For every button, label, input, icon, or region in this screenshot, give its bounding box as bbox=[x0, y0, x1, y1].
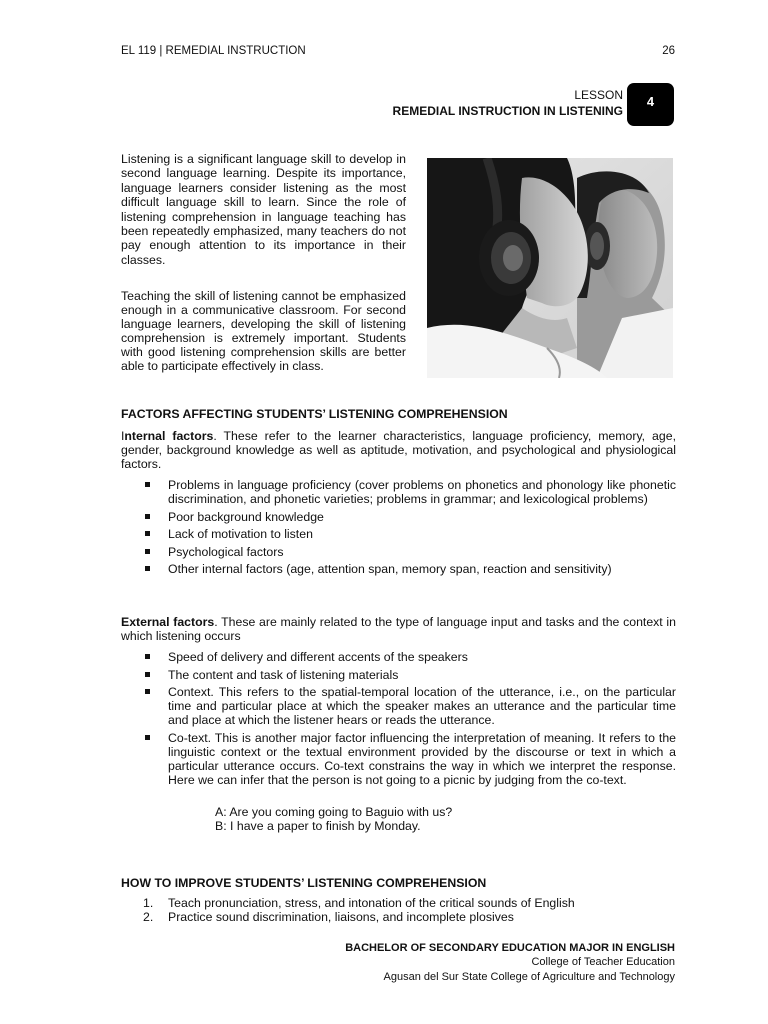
students-headphones-photo bbox=[427, 158, 673, 378]
lesson-label: LESSON bbox=[574, 88, 623, 102]
internal-factors-paragraph bbox=[121, 429, 676, 472]
list-item: Problems in language proficiency (cover problems on phonetics and phonology like phonetic discrimination, and phonetic varieties; problems in grammar; and lexicological problems) bbox=[121, 478, 676, 506]
footer-institution: Agusan del Sur State College of Agriculture and Technology bbox=[383, 970, 675, 983]
improve-list bbox=[121, 896, 676, 925]
internal-factors-list bbox=[121, 478, 676, 580]
list-item: Other internal factors (age, attention span, memory span, reaction and sensitivity) bbox=[121, 562, 676, 576]
page-header-course: EL 119 | REMEDIAL INSTRUCTION bbox=[121, 45, 306, 57]
footer-college: College of Teacher Education bbox=[531, 956, 675, 969]
list-item: Lack of motivation to listen bbox=[121, 527, 676, 541]
footer-program: BACHELOR OF SECONDARY EDUCATION MAJOR IN ENGLISH bbox=[345, 942, 675, 954]
external-factors-list bbox=[121, 650, 676, 790]
dialog-line-b: B: I have a paper to finish by Monday. bbox=[215, 819, 421, 834]
list-item bbox=[121, 896, 676, 910]
intro-paragraph-1: Listening is a significant language skill to develop in second language learning. Despite its importance, language learners consider listening as the most difficult language skill to learn. Since the role of listening comprehension in language teaching has been repeatedly emphasized, many teachers do not pay enough attention to its importance in their classes. bbox=[121, 152, 406, 267]
improve-heading: HOW TO IMPROVE STUDENTS’ LISTENING COMPREHENSION bbox=[121, 876, 487, 890]
internal-factors-text: . These refer to the learner characteristics, language proficiency, memory, age, gender, background knowledge as well as aptitude, motivation, and psychological and physiological factors. bbox=[121, 429, 676, 472]
list-number: 1. bbox=[143, 896, 154, 910]
factors-heading: FACTORS AFFECTING STUDENTS’ LISTENING COMPREHENSION bbox=[121, 407, 508, 421]
internal-factors-term: nternal factors bbox=[124, 429, 214, 443]
list-number: 2. bbox=[143, 910, 154, 925]
external-factors-paragraph bbox=[121, 615, 676, 643]
list-text: Practice sound discrimination, liaisons, and incomplete plosives bbox=[168, 910, 514, 925]
page-footer bbox=[345, 941, 675, 984]
lesson-title: REMEDIAL INSTRUCTION IN LISTENING bbox=[392, 104, 623, 118]
page-number: 26 bbox=[662, 45, 675, 57]
list-item bbox=[121, 910, 676, 924]
internal-factors-initial: I bbox=[121, 429, 125, 443]
external-factors-text: . These are mainly related to the type of language input and tasks and the context in which listening occurs bbox=[121, 615, 677, 644]
intro-paragraph-2: Teaching the skill of listening cannot be emphasized enough in a communicative classroom. For second language learners, developing the skill of listening comprehension is extremely important. Students with good listening comprehension skills are better able to participate effectively in class. bbox=[121, 289, 406, 373]
list-item: The content and task of listening materials bbox=[121, 668, 676, 682]
list-item: Context. This refers to the spatial-temporal location of the utterance, i.e., on the particular time and particular place at which the speaker makes an utterance and the particular time and place at which the listener hears or reads the utterance. bbox=[121, 685, 676, 727]
dialog-line-a: A: Are you coming going to Baguio with us? bbox=[215, 805, 453, 819]
external-factors-term: External factors bbox=[121, 615, 215, 629]
list-item: Psychological factors bbox=[121, 545, 676, 559]
list-item: Co-text. This is another major factor influencing the interpretation of meaning. It refers to the linguistic context or the textual environment provided by the discourse or text in which a particular utterance occurs. Co-text constrains the way in which we interpret the response. Here we can infer that the person is not going to a picnic by judging from the co-text. bbox=[121, 731, 676, 787]
lesson-number-badge: 4 bbox=[627, 83, 674, 126]
list-item: Poor background knowledge bbox=[121, 510, 676, 524]
list-text: Teach pronunciation, stress, and intonation of the critical sounds of English bbox=[168, 896, 575, 910]
list-item: Speed of delivery and different accents of the speakers bbox=[121, 650, 676, 664]
dialog-example bbox=[215, 805, 452, 834]
